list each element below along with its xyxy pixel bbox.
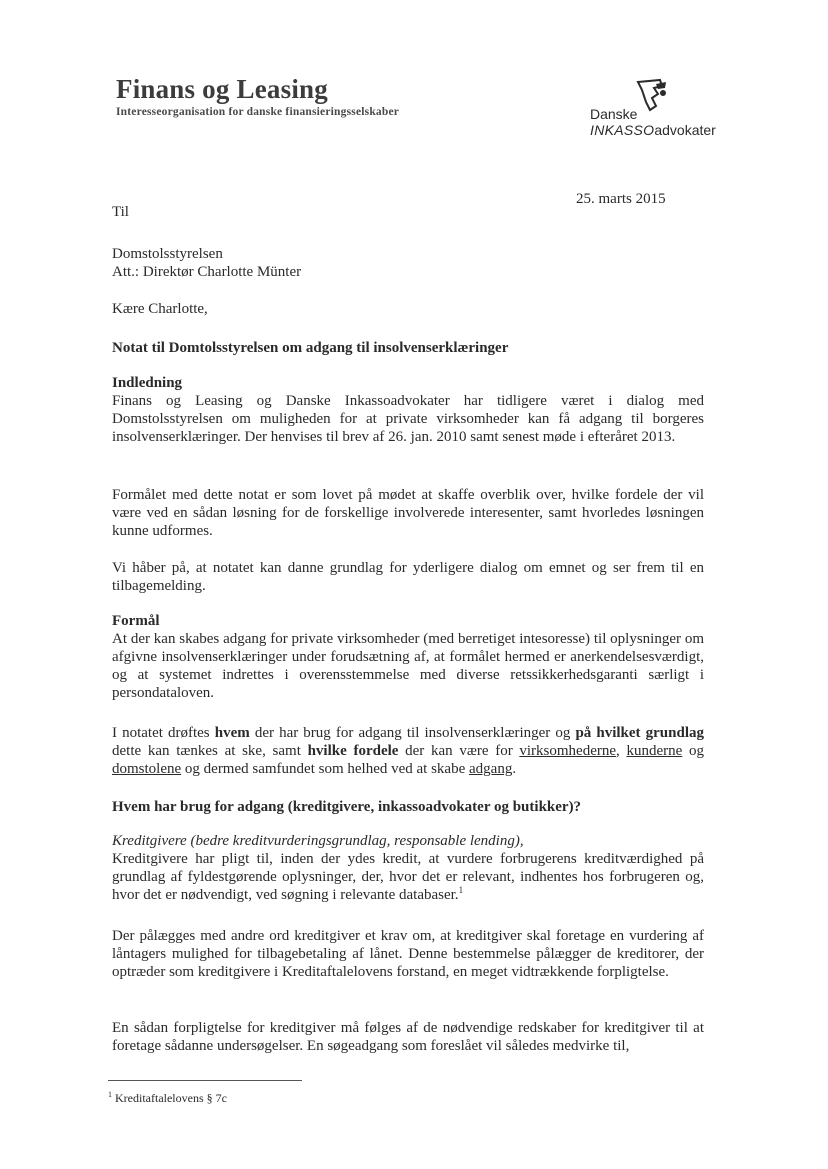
footnote-reference: 1 [458, 885, 464, 895]
intro-heading: Indledning [112, 375, 183, 391]
attention-line: Att.: Direktør Charlotte Münter [112, 264, 302, 280]
logo-text-bottom [590, 122, 716, 138]
creditors-paragraph-2: Der pålægges med andre ord kreditgiver et krav om, at kreditgiver skal foretage en vurdering af låntagers mulighed for tilbagebetaling af lånet. Denne bestemmelse pålægger de kreditorer, der optræder som kreditgivere i Kreditaftalelovens forstand, en meget vidtrækkende forpligtelse. [112, 928, 704, 980]
footnote-number: 1 [108, 1090, 112, 1099]
logo-text-italic: INKASSO [590, 122, 655, 138]
footnote-text: Kreditaftalelovens § 7c [115, 1091, 227, 1105]
subject-line: Notat til Domtolsstyrelsen om adgang til insolvenserklæringer [112, 340, 509, 356]
creditors-paragraph-1: Kreditgivere har pligt til, inden der ydes kredit, at vurdere forbrugerens kreditværdighed på grundlag af fyldestgørende oplysninger, der, hvor det er relevant, indhentes hos forbrugeren og, hvor det er nødvendigt, ved søgning i relevante databaser.$^1$ [112, 851, 704, 903]
recipient: Domstolsstyrelsen [112, 246, 223, 262]
creditors-subheading: Kreditgivere (bedre kreditvurderingsgrundlag, responsable lending), [112, 833, 524, 849]
gavel-hand-icon [632, 76, 672, 116]
salutation: Kære Charlotte, [112, 301, 208, 317]
intro-paragraph-1: Finans og Leasing og Danske Inkassoadvokater har tidligere været i dialog med Domstolsstyrelsen om muligheden for at private virksomheder kan få adgang til borgeres insolvenserklæringer. Der henvises til brev af 26. jan. 2010 samt senest møde i efteråret 2013. [112, 393, 704, 445]
letter-date: 25. marts 2015 [576, 191, 666, 207]
footnote [108, 1090, 227, 1106]
org-title: Finans og Leasing [116, 74, 328, 104]
partner-logo [588, 76, 738, 146]
intro-paragraph-2: Formålet med dette notat er som lovet på mødet at skaffe overblik over, hvilke fordele der vil være ved en sådan løsning for de forskellige involverede interesenter, samt hvorledes løsningen kunne udformes. [112, 487, 704, 539]
intro-paragraph-3: Vi håber på, at notatet kan danne grundlag for yderligere dialog om emnet og ser frem til en tilbagemelding. [112, 560, 704, 594]
purpose-paragraph-2: I notatet drøftes hvem der har brug for adgang til insolvenserklæringer og på hvilket grundlag dette kan tænkes at ske, samt hvilke fordele der kan være for virksomhederne, kunderne og domstolene og dermed samfundet som helhed ved at skabe adgang. [112, 725, 704, 777]
purpose-heading: Formål [112, 613, 160, 629]
creditors-paragraph-3: En sådan forpligtelse for kreditgiver må følges af de nødvendige redskaber for kreditgiver til at foretage sådanne undersøgelser. En søgeadgang som foreslået vil således medvirke til, [112, 1020, 704, 1054]
who-heading: Hvem har brug for adgang (kreditgivere, inkassoadvokater og butikker)? [112, 799, 582, 815]
logo-text-rest: advokater [654, 122, 716, 138]
logo-text-top: Danske [590, 106, 638, 122]
org-subtitle: Interesseorganisation for danske finansieringsselskaber [116, 106, 400, 118]
footnote-divider [108, 1080, 302, 1081]
to-label: Til [112, 204, 129, 220]
purpose-paragraph-1: At der kan skabes adgang for private virksomheder (med berretiget intesoresse) til oplysninger om afgivne insolvenserklæringer under forudsætning af, at formålet hermed er anerkendelsesværdigt, og at systemet indrettes i overensstemmelse med diverse retssikkerhedsgaranti særligt i persondataloven. [112, 631, 704, 701]
